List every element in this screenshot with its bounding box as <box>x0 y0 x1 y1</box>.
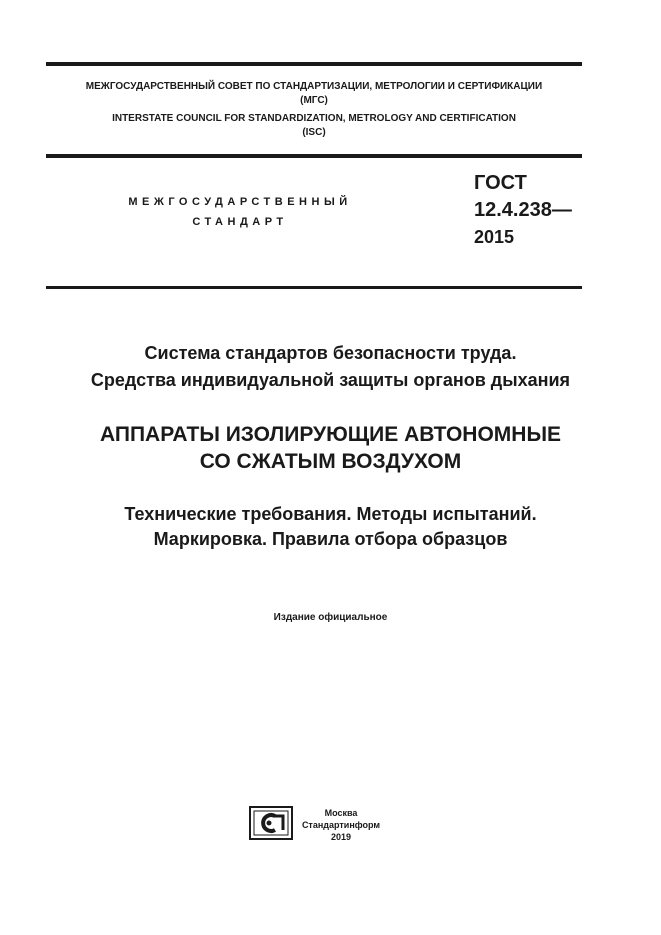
main-title-line1: АППАРАТЫ ИЗОЛИРУЮЩИЕ АВТОНОМНЫЕ <box>99 423 562 446</box>
council-en-line1: INTERSTATE COUNCIL FOR STANDARDIZATION, METROLOGY AND CERTIFICATION <box>112 113 516 124</box>
standard-label-line2: СТАНДАРТ <box>192 216 288 228</box>
system-title-line2: Средства индивидуальной защиты органов дыхания <box>90 370 571 390</box>
gost-number: 12.4.238— <box>474 199 572 221</box>
council-name-en <box>46 112 582 140</box>
council-en-line2: (ISC) <box>302 127 326 138</box>
council-ru-line2: (МГС) <box>300 95 328 106</box>
main-title-line2: СО СЖАТЫМ ВОЗДУХОМ <box>199 450 462 473</box>
standartinform-logo-icon <box>249 806 293 840</box>
council-name-ru <box>46 80 582 108</box>
standard-label-line1: МЕЖГОСУДАРСТВЕННЫЙ <box>128 196 352 208</box>
council-ru-line1: МЕЖГОСУДАРСТВЕННЫЙ СОВЕТ ПО СТАНДАРТИЗАЦИИ, МЕТРОЛОГИИ И СЕРТИФИКАЦИИ <box>85 81 543 92</box>
gost-year: 2015 <box>474 227 515 247</box>
subtitle-line1: Технические требования. Методы испытаний. <box>124 504 537 524</box>
bottom-rule <box>46 286 582 289</box>
publisher-name: Стандартинформ <box>301 820 381 830</box>
top-rule <box>46 62 582 66</box>
publisher-city: Москва <box>324 808 358 818</box>
publisher-year: 2019 <box>330 832 352 842</box>
edition-label: Издание официальное <box>273 612 388 623</box>
gost-label: ГОСТ <box>474 172 527 194</box>
subtitle-line2: Маркировка. Правила отбора образцов <box>153 529 508 549</box>
system-title-line1: Система стандартов безопасности труда. <box>144 343 517 363</box>
middle-rule <box>46 154 582 158</box>
